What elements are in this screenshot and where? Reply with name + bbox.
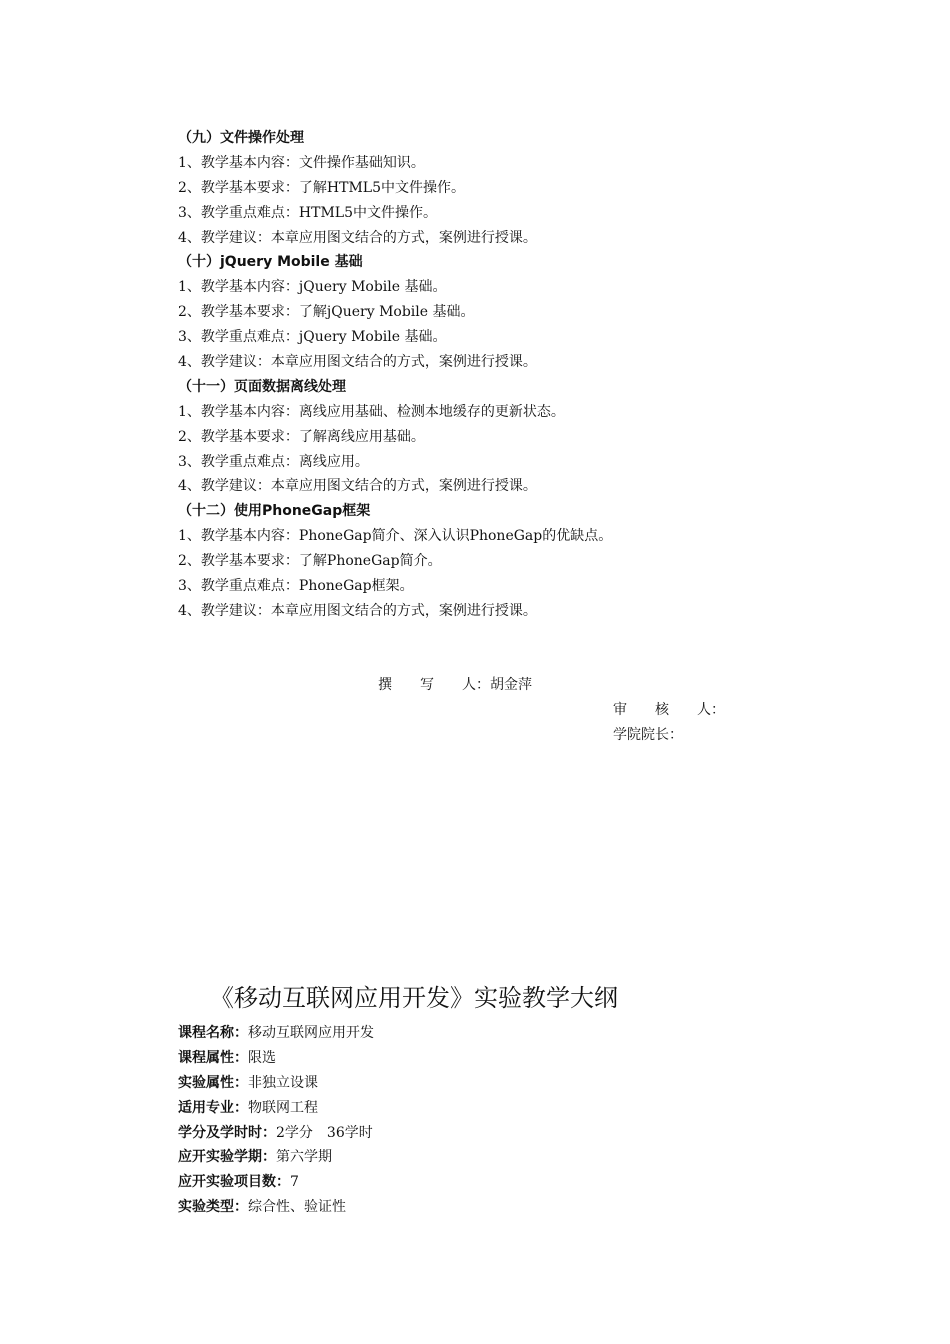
course-info (178, 1021, 374, 1220)
info-value: 2学分 36学时 (276, 1124, 373, 1141)
info-row (178, 1096, 374, 1121)
info-label: 实验类型： (178, 1199, 248, 1216)
reviewer-line: 审 核 人： (613, 702, 725, 718)
info-row (178, 1046, 374, 1071)
section (178, 499, 858, 623)
info-label: 实验属性： (178, 1074, 248, 1091)
section-item: 3、教学重点难点：jQuery Mobile 基础。 (178, 329, 447, 346)
section (178, 126, 858, 250)
info-label: 学分及学时时： (178, 1124, 276, 1141)
section-item: 2、教学基本要求：了解离线应用基础。 (178, 428, 425, 445)
info-row (178, 1170, 374, 1195)
section-item: 2、教学基本要求：了解PhoneGap简介。 (178, 553, 442, 570)
section-item: 3、教学重点难点：PhoneGap框架。 (178, 578, 414, 595)
section-title: （十二）使用PhoneGap框架 (178, 503, 371, 520)
section-item: 3、教学重点难点：HTML5中文件操作。 (178, 204, 437, 221)
author-line: 撰 写 人：胡金萍 (378, 677, 532, 693)
syllabus-sections (178, 126, 858, 624)
info-row (178, 1145, 374, 1170)
info-label: 应开实验学期： (178, 1149, 276, 1166)
section-item: 4、教学建议：本章应用图文结合的方式，案例进行授课。 (178, 602, 537, 619)
info-value: 非独立设课 (248, 1074, 318, 1091)
section (178, 250, 858, 374)
info-value: 7 (290, 1174, 299, 1191)
info-row (178, 1021, 374, 1046)
section-item: 3、教学重点难点：离线应用。 (178, 453, 369, 470)
outline-title: 《移动互联网应用开发》实验教学大纲 (210, 984, 618, 1012)
section-item: 1、教学基本内容：文件操作基础知识。 (178, 154, 425, 171)
info-value: 限选 (248, 1049, 276, 1066)
section-item: 4、教学建议：本章应用图文结合的方式，案例进行授课。 (178, 478, 537, 495)
section-item: 2、教学基本要求：了解HTML5中文件操作。 (178, 179, 465, 196)
section-item: 1、教学基本内容：离线应用基础、检测本地缓存的更新状态。 (178, 403, 565, 420)
section-title: （十）jQuery Mobile 基础 (178, 254, 363, 271)
section-item: 4、教学建议：本章应用图文结合的方式，案例进行授课。 (178, 229, 537, 246)
info-value: 综合性、验证性 (248, 1199, 346, 1216)
section-item: 1、教学基本内容：PhoneGap简介、深入认识PhoneGap的优缺点。 (178, 528, 613, 545)
info-row (178, 1195, 374, 1220)
info-value: 移动互联网应用开发 (248, 1025, 374, 1041)
info-value: 物联网工程 (248, 1099, 318, 1116)
info-label: 课程属性： (178, 1049, 248, 1066)
section-item: 4、教学建议：本章应用图文结合的方式，案例进行授课。 (178, 354, 537, 371)
info-value: 第六学期 (276, 1149, 332, 1166)
section (178, 375, 858, 499)
info-row (178, 1071, 374, 1096)
section-title: （十一）页面数据离线处理 (178, 378, 346, 395)
section-item: 2、教学基本要求：了解jQuery Mobile 基础。 (178, 304, 475, 321)
info-label: 应开实验项目数： (178, 1174, 290, 1191)
section-item: 1、教学基本内容：jQuery Mobile 基础。 (178, 279, 447, 296)
info-row (178, 1121, 374, 1146)
dean-line: 学院院长： (613, 727, 683, 743)
info-label: 课程名称： (178, 1025, 248, 1041)
info-label: 适用专业： (178, 1099, 248, 1116)
section-title: （九）文件操作处理 (178, 130, 304, 146)
